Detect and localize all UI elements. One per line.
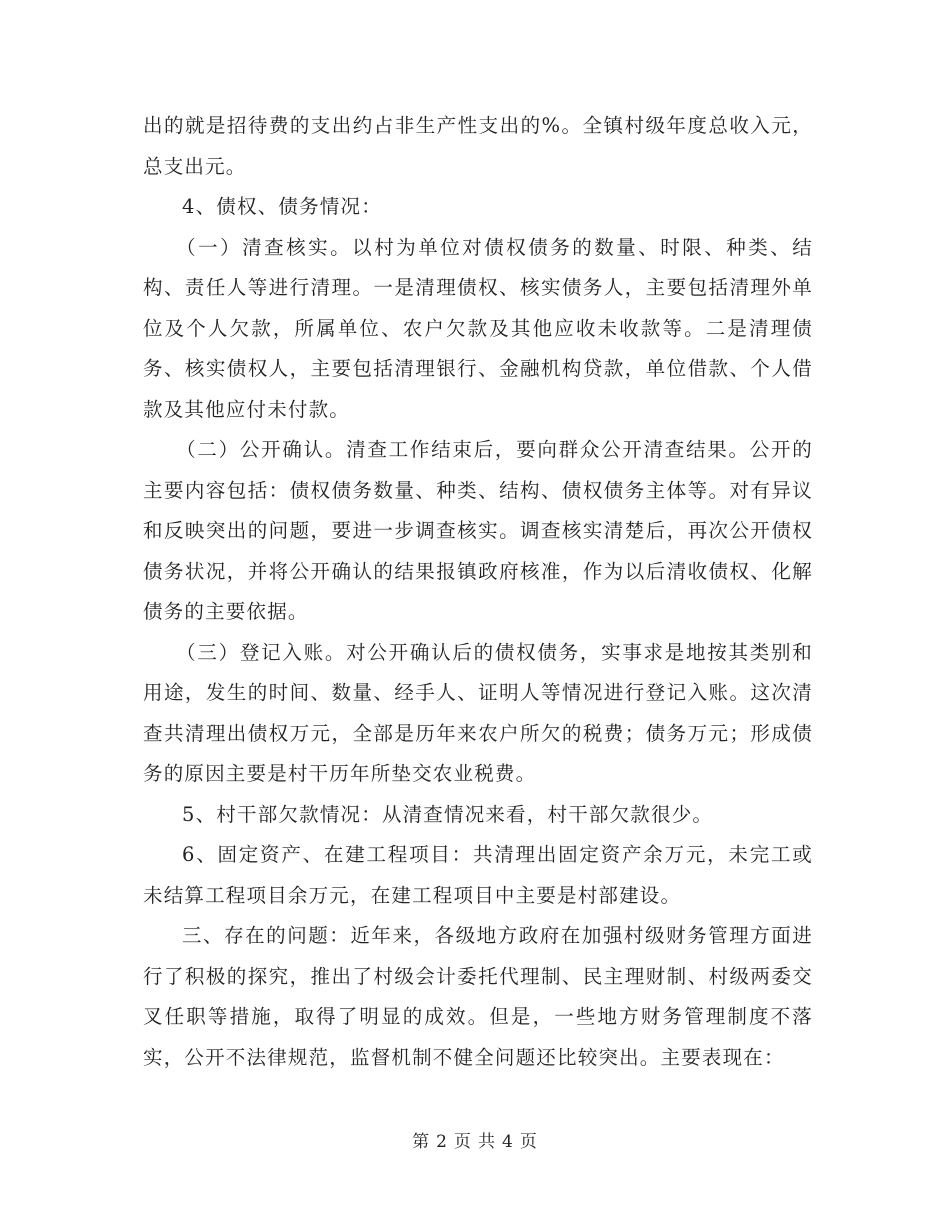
- paragraph-continued: 出的就是招待费的支出约占非生产性支出的%。全镇村级年度总收入元，总支出元。: [143, 114, 813, 178]
- paragraph-registration: （三）登记入账。对公开确认后的债权债务，实事求是地按其类别和用途，发生的时间、数量、经手人、证明人等情况进行登记入账。这次清查共清理出债权万元，全部是历年来农户所欠的税费；债务万元；形成债务的原因主要是村干历年所垫交农业税费。: [143, 640, 813, 785]
- footer-ye-end: 页: [519, 1132, 538, 1152]
- paragraph-fixed-assets: 6、固定资产、在建工程项目：共清理出固定资产余万元，未完工或未结算工程项目余万元，在建工程项目中主要是村部建设。: [143, 843, 813, 907]
- total-pages: 4: [502, 1132, 514, 1152]
- footer-ye: 页: [454, 1132, 472, 1152]
- document-body: [143, 106, 813, 1078]
- page-number: 2: [436, 1132, 448, 1152]
- footer-gong: 共: [478, 1132, 496, 1152]
- paragraph-problems: 三、存在的问题：近年来，各级地方政府在加强村级财务管理方面进行了积极的探究，推出了村级会计委托代理制、民主理财制、村级两委交叉任职等措施，取得了明显的成效。但是，一些地方财务管理制度不落实，公开不法律规范，监督机制不健全问题还比较突出。主要表现在：: [143, 924, 813, 1069]
- page-footer: [0, 1127, 950, 1152]
- footer-di: 第: [412, 1132, 431, 1152]
- paragraph-public-confirmation: （二）公开确认。清查工作结束后，要向群众公开清查结果。公开的主要内容包括：债权债务数量、种类、结构、债权债务主体等。对有异议和反映突出的问题，要进一步调查核实。调查核实清楚后，再次公开债权债务状况，并将公开确认的结果报镇政府核准，作为以后清收债权、化解债务的主要依据。: [143, 438, 813, 623]
- paragraph-cadre-debt: 5、村干部欠款情况：从清查情况来看，村干部欠款很少。: [182, 802, 714, 826]
- paragraph-verification: （一）清查核实。以村为单位对债权债务的数量、时限、种类、结构、责任人等进行清理。一是清理债权、核实债务人，主要包括清理外单位及个人欠款，所属单位、农户欠款及其他应收未收款等。二是清理债务、核实债权人，主要包括清理银行、金融机构贷款，单位借款、个人借款及其他应付未付款。: [143, 235, 813, 421]
- paragraph-debt-heading: 4、债权、债务情况：: [182, 195, 382, 218]
